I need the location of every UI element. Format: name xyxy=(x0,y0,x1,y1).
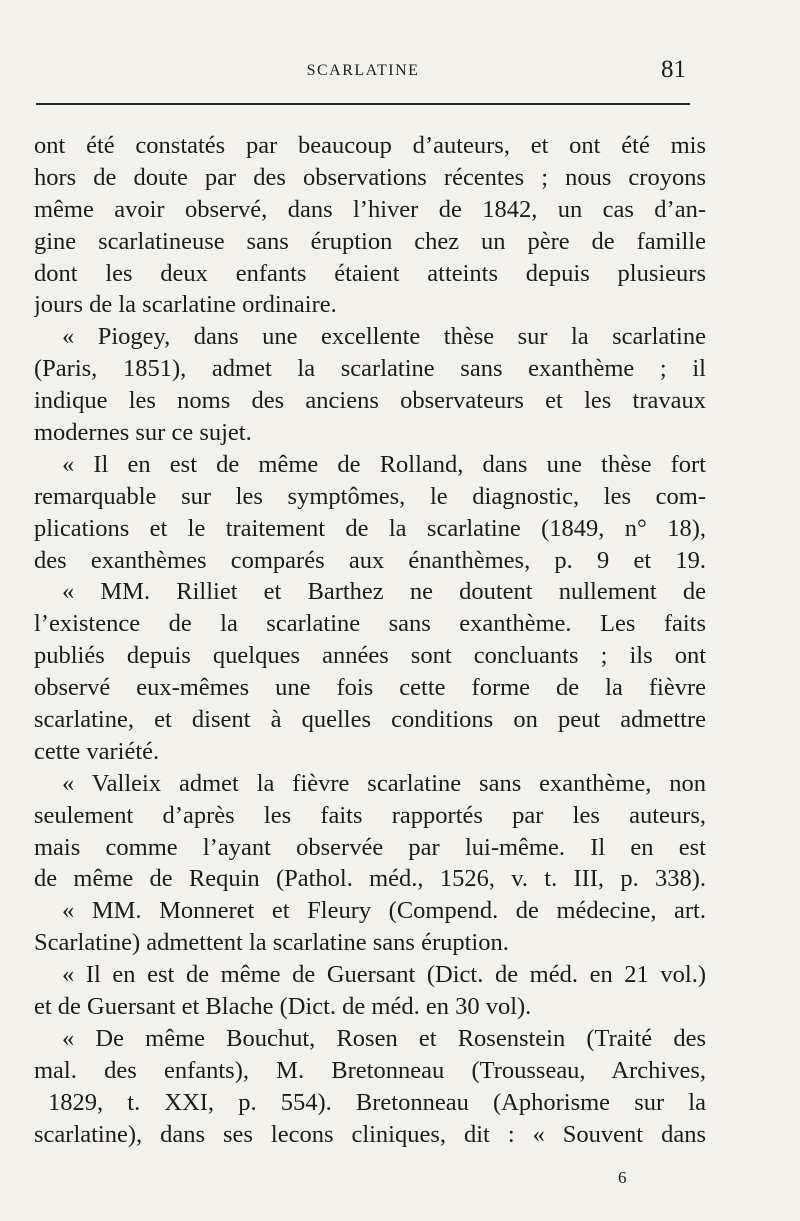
text-line: même avoir observé, dans l’hiver de 1842, un cas d’an- xyxy=(34,195,706,223)
text-line: ont été constatés par beaucoup d’auteurs, et ont été mis xyxy=(34,132,706,159)
running-head xyxy=(36,56,690,90)
text-line: dont les deux enfants étaient atteints depuis plusieurs xyxy=(34,259,706,287)
text-line: observé eux-mêmes une fois cette forme de la fièvre xyxy=(34,674,706,702)
text-line: gine scarlatineuse sans éruption chez un père de famille xyxy=(34,227,706,255)
text-line: « MM. Monneret et Fleury (Compend. de médecine, art. xyxy=(62,897,706,925)
text-line: plications et le traitement de la scarlatine (1849, n° 18), xyxy=(34,514,706,542)
header-rule xyxy=(36,103,690,105)
text-line: scarlatine, et disent à quelles conditions on peut admettre xyxy=(34,706,706,734)
text-line: mais comme l’ayant observée par lui-même. Il en est xyxy=(34,833,706,861)
text-line: « MM. Rilliet et Barthez ne doutent nullement de xyxy=(62,578,706,606)
text-line: seulement d’après les faits rapportés par les auteurs, xyxy=(34,801,706,829)
text-line: jours de la scarlatine ordinaire. xyxy=(34,291,337,319)
text-line: l’existence de la scarlatine sans exanthème. Les faits xyxy=(34,610,706,638)
page-number: 81 xyxy=(661,56,686,83)
running-title: SCARLATINE xyxy=(306,62,420,79)
text-line: cette variété. xyxy=(34,737,160,765)
text-line: de même de Requin (Pathol. méd., 1526, v. t. III, p. 338). xyxy=(34,865,706,893)
text-line: et de Guersant et Blache (Dict. de méd. en 30 vol). xyxy=(34,993,532,1021)
text-line: modernes sur ce sujet. xyxy=(34,419,252,447)
signature-mark: 6 xyxy=(618,1168,627,1187)
text-line: « Il en est de même de Rolland, dans une thèse fort xyxy=(62,450,706,478)
text-line: 1829, t. XXI, p. 554). Bretonneau (Aphorisme sur la xyxy=(48,1088,706,1116)
body-text xyxy=(34,130,706,1151)
text-line: publiés depuis quelques années sont concluants ; ils ont xyxy=(34,642,706,670)
text-line: « De même Bouchut, Rosen et Rosenstein (Traité des xyxy=(62,1024,706,1052)
text-line: des exanthèmes comparés aux énanthèmes, p. 9 et 19. xyxy=(34,546,706,574)
text-line: mal. des enfants), M. Bretonneau (Trousseau, Archives, xyxy=(34,1056,706,1084)
text-line: « Valleix admet la fièvre scarlatine sans exanthème, non xyxy=(62,769,706,797)
text-line: « Il en est de même de Guersant (Dict. de méd. en 21 vol.) xyxy=(62,961,706,989)
text-line: « Piogey, dans une excellente thèse sur la scarlatine xyxy=(62,323,706,351)
text-line: scarlatine), dans ses lecons cliniques, dit : « Souvent dans xyxy=(34,1120,706,1148)
text-line: indique les noms des anciens observateurs et les travaux xyxy=(34,387,706,415)
text-line: (Paris, 1851), admet la scarlatine sans exanthème ; il xyxy=(34,355,706,383)
text-line: remarquable sur les symptômes, le diagnostic, les com- xyxy=(34,482,706,510)
text-line: Scarlatine) admettent la scarlatine sans éruption. xyxy=(34,929,509,957)
text-line: hors de doute par des observations récentes ; nous croyons xyxy=(34,163,706,191)
